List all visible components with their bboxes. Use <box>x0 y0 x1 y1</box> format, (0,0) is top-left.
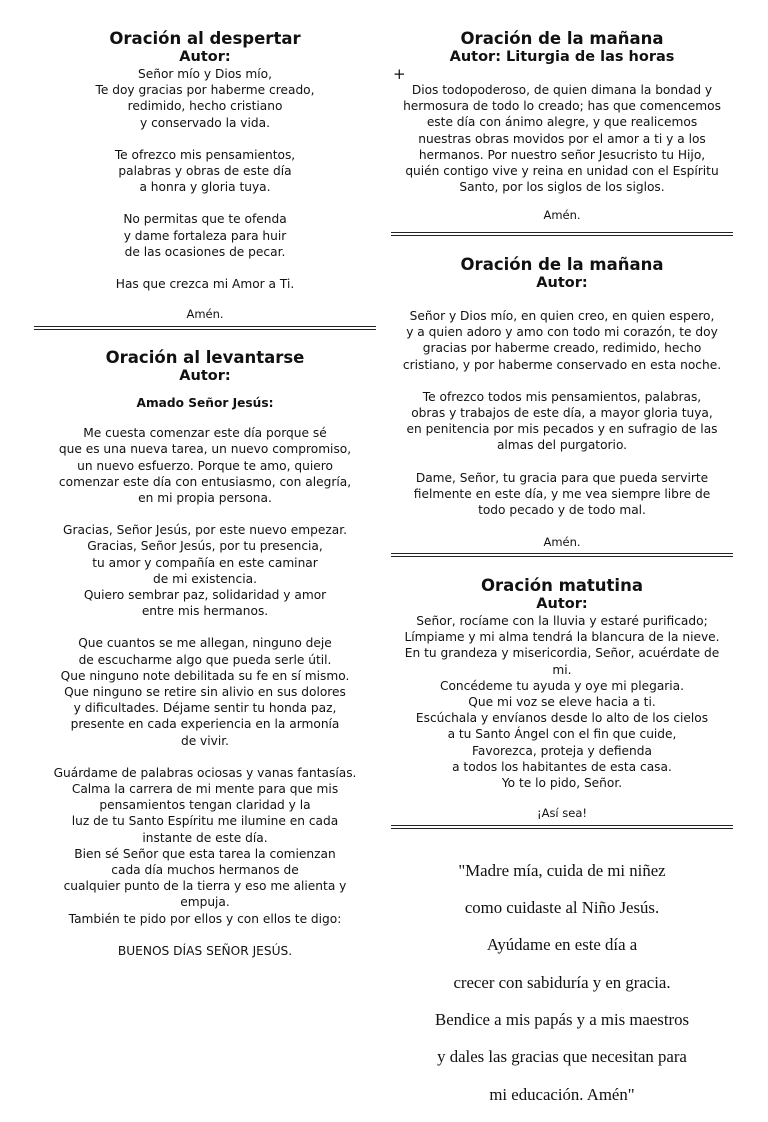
text-line: hermosura de todo lo creado; has que comencemos <box>403 99 721 114</box>
text-line: Que cuantos se me allegan, ninguno deje <box>78 636 332 651</box>
text-line: BUENOS DÍAS SEÑOR JESÚS. <box>117 943 293 958</box>
section-divider <box>391 232 733 236</box>
text-line: redimido, hecho cristiano <box>127 99 283 114</box>
text-line: Que ninguno se retire sin alivio en sus dolores <box>64 685 346 700</box>
text-line: Favorezca, proteja y defienda <box>472 743 652 758</box>
text-line: Yo te lo pido, Señor. <box>501 776 623 791</box>
prayer-despertar <box>34 29 376 322</box>
text-line: y dame fortaleza para huir <box>123 228 287 243</box>
text-line: Gracias, Señor Jesús, por este nuevo empezar. <box>63 523 347 538</box>
prayer-title: Oración matutina <box>481 576 643 595</box>
text-line: mi. <box>552 662 572 677</box>
text-line: y a quien adoro y amo con todo mi corazón, te doy <box>406 325 718 340</box>
section-divider <box>391 553 733 557</box>
paragraph-gap <box>34 195 376 211</box>
text-line: comenzar este día con entusiasmo, con alegría, <box>58 474 352 489</box>
text-line: obras y trabajos de este día, a mayor gloria tuya, <box>411 406 713 421</box>
text-line: Gracias, Señor Jesús, por tu presencia, <box>87 539 323 554</box>
amen-text: Amén. <box>543 208 581 223</box>
text-line: Señor mío y Dios mío, <box>137 67 272 81</box>
closing-text: ¡Así sea! <box>536 806 588 821</box>
text-line: pensamientos tengan claridad y la <box>99 798 311 813</box>
text-line: Guárdame de palabras ociosas y vanas fantasías. <box>53 765 357 780</box>
text-line: No permitas que te ofenda <box>123 212 287 227</box>
text-line: crecer con sabiduría y en gracia. <box>453 972 671 992</box>
text-line: Quiero sembrar paz, solidaridad y amor <box>83 588 327 603</box>
text-line: Que mi voz se eleve hacia a ti. <box>468 695 656 710</box>
amen-text: Amén. <box>543 535 581 550</box>
prayer-quote <box>391 844 733 1122</box>
text-line: Has que crezca mi Amor a Ti. <box>115 277 295 292</box>
cross-symbol: + <box>393 65 406 83</box>
text-line: Te ofrezco mis pensamientos, <box>114 147 296 162</box>
text-line: tu amor y compañía en este caminar <box>92 555 318 570</box>
text-line: Te ofrezco todos mis pensamientos, palabras, <box>422 389 702 404</box>
text-line: Concédeme tu ayuda y oye mi plegaria. <box>439 678 685 693</box>
prayer-title: Oración de la mañana <box>460 29 664 48</box>
text-line: palabras y obras de este día <box>118 164 292 179</box>
text-line: Que ninguno note debilitada su fe en sí mismo. <box>60 668 350 683</box>
paragraph-gap <box>34 506 376 522</box>
text-line: a todos los habitantes de esta casa. <box>452 759 672 774</box>
text-line: en mi propia persona. <box>138 491 272 506</box>
text-line: de vivir. <box>180 733 230 748</box>
text-line: un nuevo esfuerzo. Porque te amo, quiero <box>77 458 333 473</box>
text-line: En tu grandeza y misericordia, Señor, acuérdate de <box>404 646 720 661</box>
text-line: de escucharme algo que pueda serle útil. <box>78 652 332 667</box>
text-line: Bendice a mis papás y a mis maestros <box>435 1009 689 1029</box>
prayer-title: Oración al despertar <box>109 29 301 48</box>
prayer-author: Autor: <box>536 275 588 291</box>
text-line: y dales las gracias que necesitan para <box>437 1047 687 1067</box>
text-line: a tu Santo Ángel con el fin que cuide, <box>447 727 677 742</box>
paragraph-gap <box>34 131 376 147</box>
text-line: Dios todopoderoso, de quien dimana la bondad y <box>411 83 713 97</box>
section-divider <box>391 825 733 829</box>
paragraph-gap <box>34 260 376 276</box>
text-line: este día con ánimo alegre, y que realicemos <box>426 115 698 130</box>
text-line: luz de tu Santo Espíritu me ilumine en cada <box>71 814 339 829</box>
text-line: de las ocasiones de pecar. <box>124 244 286 259</box>
text-line: Calma la carrera de mi mente para que mis <box>71 782 339 797</box>
prayer-manana-liturgia <box>391 29 733 224</box>
prayer-author: Autor: Liturgia de las horas <box>449 49 675 65</box>
prayer-body <box>391 308 733 518</box>
text-line: Bien sé Señor que esta tarea la comienzan <box>74 846 336 861</box>
paragraph-gap <box>391 373 733 389</box>
paragraph-gap <box>34 749 376 765</box>
text-line: nuestras obras movidos por el amor a ti y a los <box>418 131 706 146</box>
section-divider <box>34 326 376 330</box>
prayer-manana <box>391 255 733 550</box>
amen-text: Amén. <box>186 307 224 322</box>
prayer-body <box>34 425 376 959</box>
text-line: Escúchala y envíanos desde lo alto de los cielos <box>415 711 709 726</box>
prayer-title: Oración al levantarse <box>105 348 305 367</box>
text-line: en penitencia por mis pecados y en sufragio de las <box>406 422 718 437</box>
prayer-author: Autor: <box>179 49 231 65</box>
text-line: fielmente en este día, y me vea siempre libre de <box>413 486 711 501</box>
text-line: También te pido por ellos y con ellos te digo: <box>68 911 342 926</box>
text-line: gracias por haberme creado, redimido, hecho <box>422 341 702 356</box>
prayer-matutina <box>391 576 733 821</box>
text-line: presente en cada experiencia en la armonía <box>70 717 340 732</box>
text-line: entre mis hermanos. <box>141 604 269 619</box>
paragraph-gap <box>34 619 376 635</box>
text-line: Señor y Dios mío, en quien creo, en quien espero, <box>409 309 715 323</box>
quote-body <box>391 861 733 1105</box>
text-line: y conservado la vida. <box>140 115 270 130</box>
text-line: "Madre mía, cuida de mi niñez <box>458 860 666 880</box>
text-line: y dificultades. Déjame sentir tu honda paz, <box>73 701 337 716</box>
text-line: de mi existencia. <box>153 571 257 586</box>
prayer-body <box>391 613 733 791</box>
text-line: Ayúdame en este día a <box>486 935 638 955</box>
text-line: cualquier punto de la tierra y eso me alienta y <box>63 879 347 894</box>
prayer-levantarse <box>34 348 376 959</box>
text-line: empuja. <box>180 895 230 910</box>
text-line: Señor, rocíame con la lluvia y estaré purificado; <box>416 614 708 628</box>
text-line: instante de este día. <box>142 830 268 845</box>
paragraph-gap <box>391 454 733 470</box>
text-line: que es una nueva tarea, un nuevo compromiso, <box>58 442 352 457</box>
text-line: Me cuesta comenzar este día porque sé <box>83 426 327 441</box>
text-line: cristiano, y por haberme conservado en esta noche. <box>402 357 722 372</box>
text-line: cada día muchos hermanos de <box>111 863 299 878</box>
prayer-body <box>34 66 376 292</box>
text-line: Te doy gracias por haberme creado, <box>95 83 315 98</box>
text-line: quién contigo vive y reina en unidad con el Espíritu <box>405 164 719 179</box>
text-line: mi educación. Amén" <box>489 1084 635 1104</box>
text-line: hermanos. Por nuestro señor Jesucristo tu Hijo, <box>418 147 706 162</box>
prayer-title: Oración de la mañana <box>460 255 664 274</box>
prayer-author: Autor: <box>536 596 588 612</box>
prayer-author: Autor: <box>179 368 231 384</box>
text-line: Dame, Señor, tu gracia para que pueda servirte <box>415 470 709 485</box>
text-line: todo pecado y de todo mal. <box>478 503 646 518</box>
text-line: Santo, por los siglos de los siglos. <box>459 180 665 195</box>
prayer-greeting: Amado Señor Jesús: <box>136 396 274 410</box>
paragraph-gap <box>34 927 376 943</box>
prayer-body <box>391 82 733 195</box>
text-line: a honra y gloria tuya. <box>139 180 271 195</box>
text-line: almas del purgatorio. <box>496 438 628 453</box>
text-line: Límpiame y mi alma tendrá la blancura de la nieve. <box>404 630 720 645</box>
text-line: como cuidaste al Niño Jesús. <box>464 898 660 918</box>
